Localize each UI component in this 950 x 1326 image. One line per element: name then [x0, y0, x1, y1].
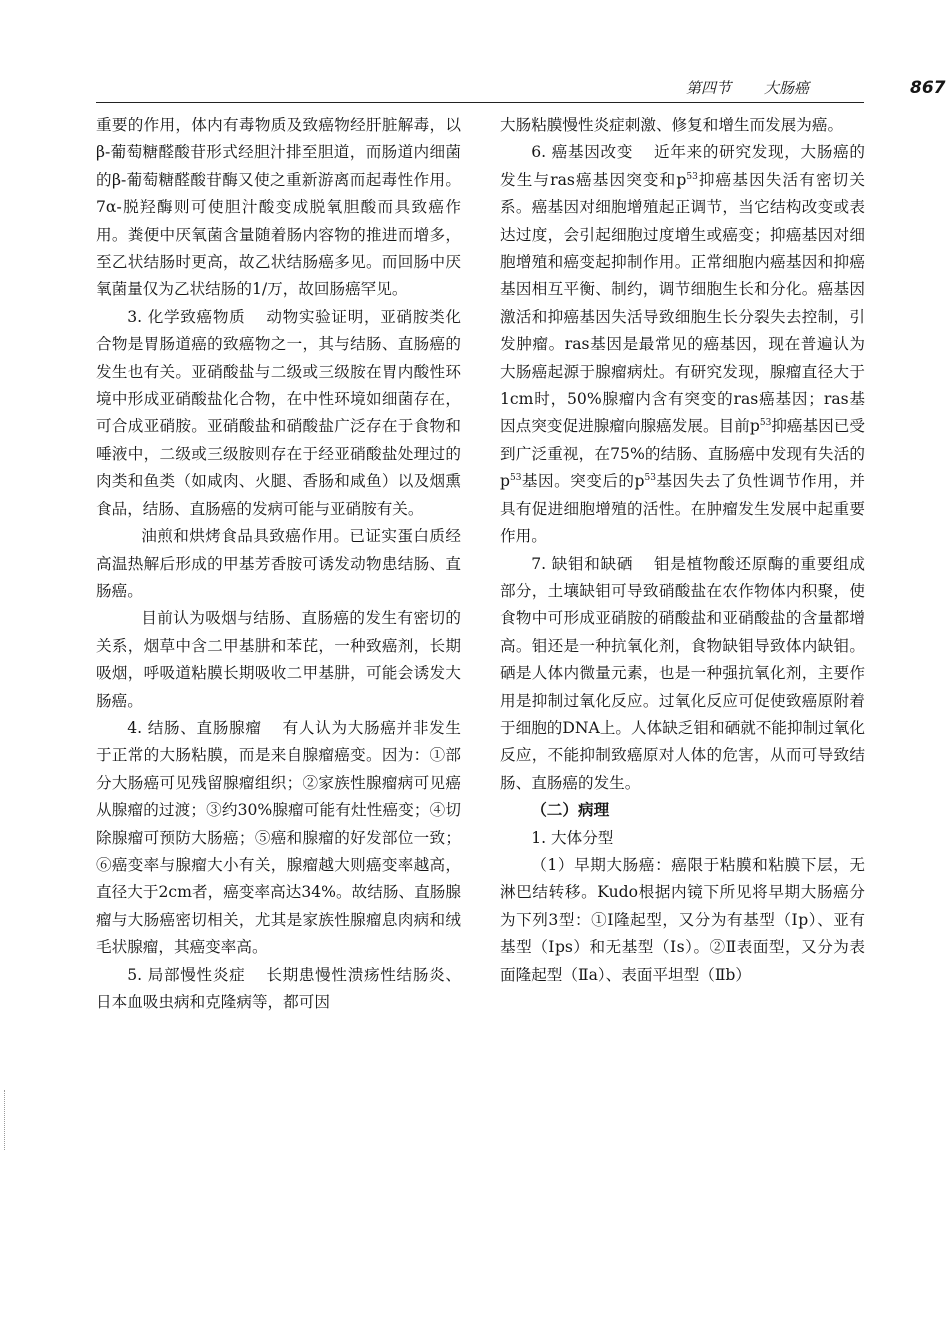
running-header — [96, 78, 946, 103]
item-title-oncogene: 6. 癌基因改变 — [531, 143, 634, 162]
item-body-chronic-inflammation: 长期患慢性溃疡性结肠炎、日本血吸虫病和克隆病等，都可因 — [96, 965, 461, 1011]
oncogene-text-d: 基因。突变后的p — [521, 472, 645, 491]
paragraph-molybdenum-selenium — [500, 551, 865, 798]
paragraph-chronic-inflammation — [96, 962, 461, 1017]
item-title-chronic-inflammation: 5. 局部慢性炎症 — [127, 965, 246, 984]
superscript-53: 53 — [509, 473, 522, 484]
paragraph-chemical-carcinogens — [96, 304, 461, 523]
superscript-53: 53 — [644, 473, 656, 484]
subheading-gross-classification: 1. 大体分型 — [531, 828, 614, 847]
item-title-chemical-carcinogens: 3. 化学致癌物质 — [127, 307, 246, 326]
right-column — [500, 112, 865, 989]
item-body-molybdenum-selenium: 钼是植物酸还原酶的重要组成部分，土壤缺钼可导致硝酸盐在农作物体内积聚，使食物中可形成亚硝胺的硝酸盐和亚硝酸盐的含量都增高。钼还是一种抗氧化剂，食物缺钼导致体内缺钼。硒是人体内微量元素，也是一种强抗氧化剂，主要作用是抑制过氧化反应。过氧化反应可促使致癌原附着于细胞的DNA上。人体缺乏钼和硒就不能抑制过氧化反应，不能抑制致癌原对人体的危害，从而可导致结肠、直肠癌的发生。 — [500, 554, 865, 792]
item-body-chemical-carcinogens: 动物实验证明，亚硝胺类化合物是胃肠道癌的致癌物之一，其与结肠、直肠癌的发生也有关。亚硝酸盐与二级或三级胺在胃内酸性环境中形成亚硝酸盐化合物，在中性环境如细菌存在，可合成亚硝胺。亚硝酸盐和硝酸盐广泛存在于食物和唾液中，二级或三级胺则存在于经亚硝酸盐处理过的肉类和鱼类（如咸肉、火腿、香肠和咸鱼）以及烟熏食品，结肠、直肠癌的发病可能与亚硝胺有关。 — [96, 307, 461, 518]
superscript-53: 53 — [686, 171, 698, 182]
paragraph-smoking: 目前认为吸烟与结肠、直肠癌的发生有密切的关系，烟草中含二甲基肼和苯芘，一种致癌剂，长期吸烟，呼吸道粘膜长期吸收二甲基肼，可能会诱发大肠癌。 — [96, 609, 461, 710]
oncogene-text-b: 抑癌基因失活有密切关系。癌基因对细胞增殖起正调节，当它结构改变或表达过度，会引起细胞过度增生或癌变；抑癌基因对细胞增殖和癌变起抑制作用。正常细胞内癌基因和抑癌基因相互平衡、制约，调节细胞生长和分化。癌基因激活和抑癌基因失活导致细胞生长分裂失去控制，引发肿瘤。ras基因是最常见的癌基因，现在普遍认为大肠癌起源于腺瘤病灶。有研究发现，腺瘤直径大于1cm时，50%腺瘤内含有突变的ras癌基因；ras基因点突变促进腺瘤向腺癌发展。目前p — [500, 170, 865, 436]
header-chapter-title: 大肠癌 — [764, 79, 810, 97]
item-title-molybdenum-selenium: 7. 缺钼和缺硒 — [531, 554, 634, 573]
paragraph-early-cancer: （1）早期大肠癌：癌限于粘膜和粘膜下层，无淋巴结转移。Kudo根据内镜下所见将早期大肠癌分为下列3型：①Ⅰ隆起型，又分为有基型（Ⅰp）、亚有基型（Ⅰps）和无基型（Ⅰs）。②Ⅱ表面型，又分为表面隆起型（Ⅱa）、表面平坦型（Ⅱb） — [500, 855, 865, 984]
left-column — [96, 112, 461, 1016]
binding-edge-marks — [4, 1090, 11, 1150]
paragraph-oncogene — [500, 139, 865, 550]
paragraph-adenoma — [96, 715, 461, 962]
paragraph-fried-food: 油煎和烘烤食品具致癌作用。已证实蛋白质经高温热解后形成的甲基芳香胺可诱发动物患结肠、直肠癌。 — [96, 527, 461, 600]
item-body-adenoma: 有人认为大肠癌并非发生于正常的大肠粘膜，而是来自腺瘤癌变。因为：①部分大肠癌可见残留腺瘤组织；②家族性腺瘤病可见癌从腺瘤的过渡；③约30%腺瘤可能有灶性癌变；④切除腺瘤可预防大肠癌；⑤癌和腺瘤的好发部位一致；⑥癌变率与腺瘤大小有关，腺瘤越大则癌变率越高，直径大于2cm者，癌变率高达34%。故结肠、直肠腺瘤与大肠癌密切相关，尤其是家族性腺瘤息肉病和绒毛状腺瘤，其癌变率高。 — [96, 718, 461, 957]
oncogene-text-c: 抑癌基因已受到广泛重视，在75%的结肠、直肠癌中发现有失活的p — [500, 417, 865, 491]
superscript-53: 53 — [759, 418, 772, 429]
item-title-adenoma: 4. 结肠、直肠腺瘤 — [127, 718, 262, 737]
oncogene-text-a: 近年来的研究发现，大肠癌的发生与ras癌基因突变和p — [500, 143, 865, 189]
section-heading-pathology: （二）病理 — [531, 801, 610, 820]
paragraph-bile-acid: 重要的作用，体内有毒物质及致癌物经肝脏解毒，以β-葡萄糖醛酸苷形式经胆汁排至胆道，而肠道内细菌的β-葡萄糖醛酸苷酶又使之重新游离而起毒性作用。7α-脱羟酶则可使胆汁酸变成脱氧胆酸而具致癌作用。粪便中厌氧菌含量随着肠内容物的推进而增多，至乙状结肠时更高，故乙状结肠癌多见。而回肠中厌氧菌量仅为乙状结肠的1/万，故回肠癌罕见。 — [96, 116, 461, 299]
header-section-label: 第四节 — [686, 79, 732, 97]
page-number: 867 — [910, 78, 946, 98]
paragraph-inflammation-continued: 大肠粘膜慢性炎症刺激、修复和增生而发展为癌。 — [500, 116, 844, 134]
oncogene-text-e: 基因失去了负性调节作用，并具有促进细胞增殖的活性。在肿瘤发生发展中起重要作用。 — [500, 472, 865, 546]
